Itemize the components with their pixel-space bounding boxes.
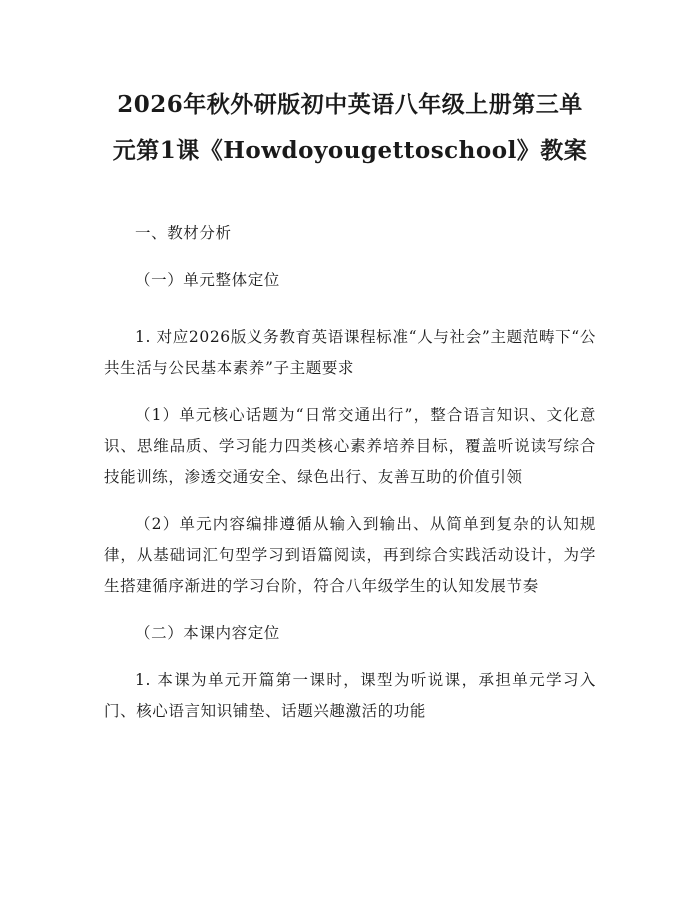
subsection-heading-unit-positioning: （一）单元整体定位: [135, 271, 280, 289]
section-heading-teaching-material-analysis: 一、教材分析: [135, 224, 232, 242]
paragraph-item-1-2: （2）单元内容编排遵循从输入到输出、从简单到复杂的认知规律，从基础词汇句型学习到语篇阅读，再到综合实践活动设计，为学生搭建循序渐进的学习台阶，符合八年级学生的认知发展节奏: [104, 515, 596, 595]
subsection-heading-lesson-positioning: （二）本课内容定位: [135, 624, 280, 642]
title-line-2: 元第1课《Howdoyougettoschool》教案: [112, 137, 588, 164]
paragraph-item-1-1: （1）单元核心话题为“日常交通出行”，整合语言知识、文化意识、思维品质、学习能力四类核心素养培养目标，覆盖听说读写综合技能训练，渗透交通安全、绿色出行、友善互助的价值引领: [104, 406, 596, 486]
title-line-1: 2026年秋外研版初中英语八年级上册第三单: [117, 91, 583, 118]
paragraph-item-1: 1. 对应2026版义务教育英语课程标准“人与社会”主题范畴下“公共生活与公民基本素养”子主题要求: [104, 328, 596, 377]
document-title: [104, 82, 596, 174]
paragraph-item-2: 1. 本课为单元开篇第一课时，课型为听说课，承担单元学习入门、核心语言知识铺垫、话题兴趣激活的功能: [104, 671, 596, 720]
